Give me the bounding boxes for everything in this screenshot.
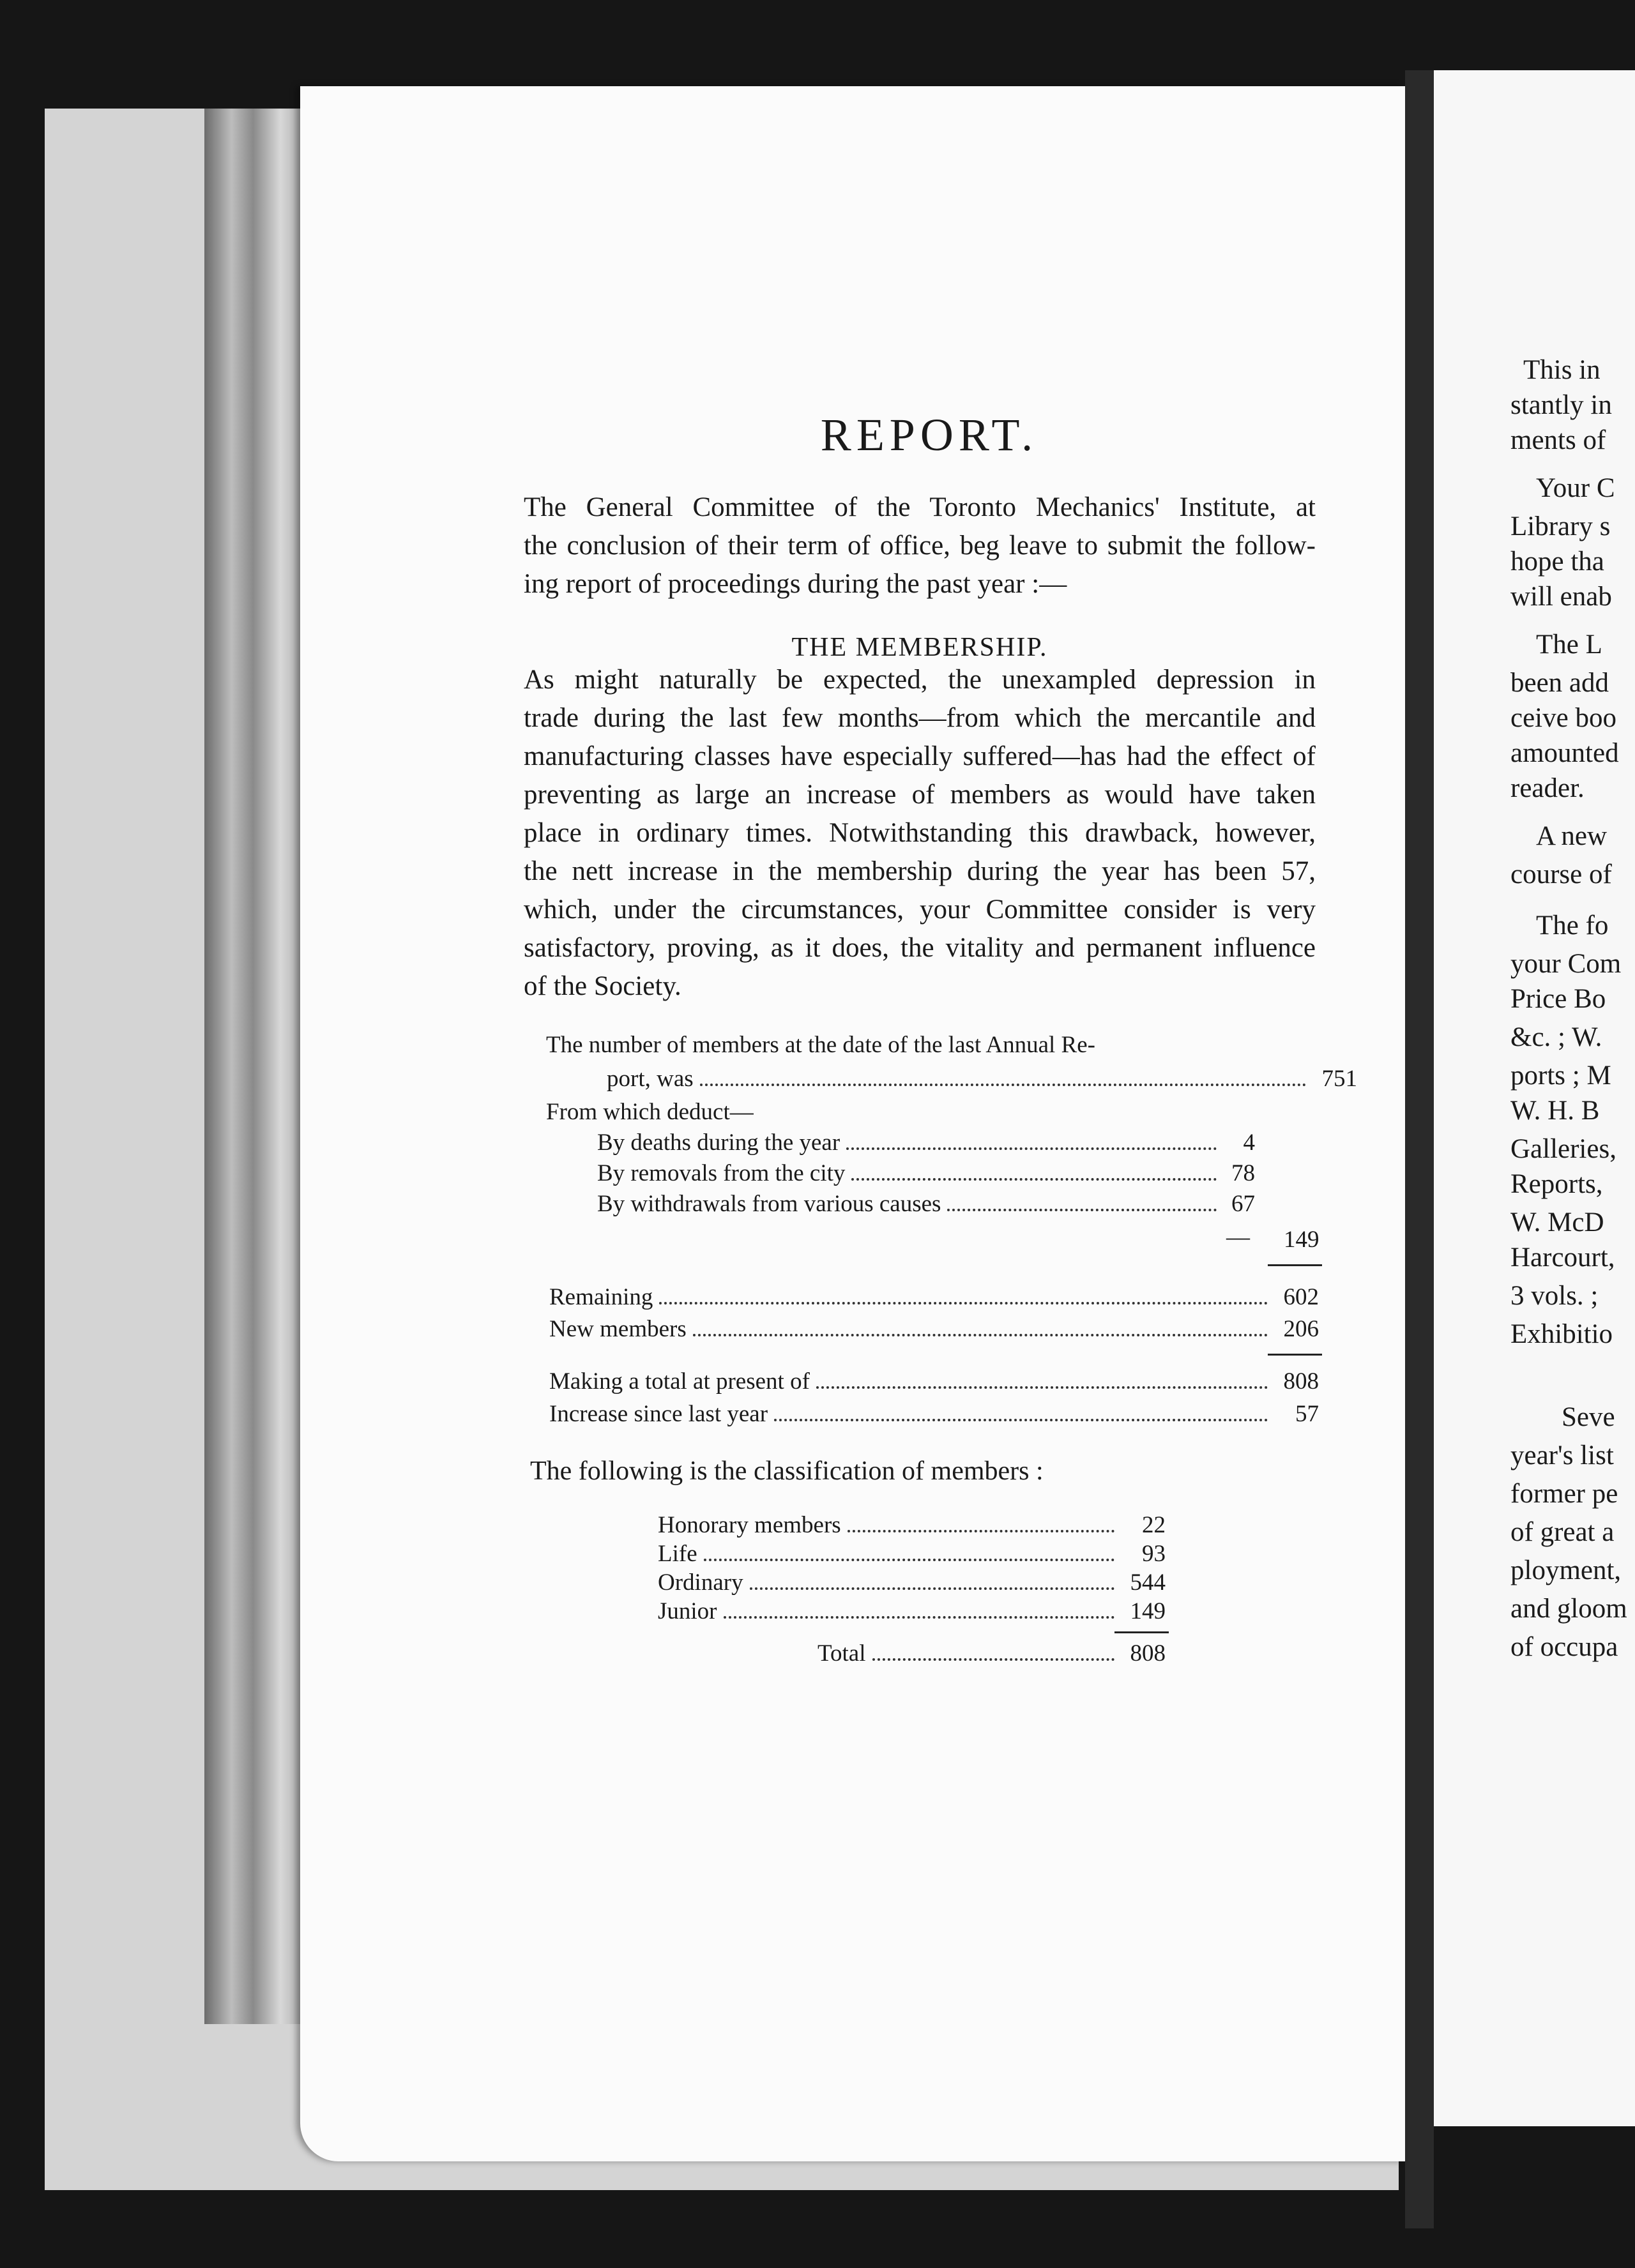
facing-page-line: of occupa [1510,1632,1618,1662]
classification-label: Ordinary [658,1569,743,1596]
facing-page-line: Price Bo [1510,984,1606,1014]
classification-label: Junior [658,1598,717,1624]
table-value: 602 [1283,1284,1319,1310]
facing-page-line: A new [1536,821,1608,851]
facing-page-line: been add [1510,668,1609,698]
facing-page-line: &c. ; W. [1510,1022,1602,1052]
membership-heading: THE MEMBERSHIP. [791,633,1048,662]
intro-paragraph [524,488,1316,603]
table-label: From which deduct— [546,1099,754,1125]
facing-page-line: Harcourt, [1510,1243,1615,1273]
report-page [300,86,1405,2161]
facing-page-line: will enab [1510,582,1612,612]
leader-dots [750,1587,1114,1590]
membership-line: which, under the circumstances, your Committee consider is very [524,895,1316,925]
facing-page-line: Your C [1536,473,1615,503]
leader-dots [872,1658,1115,1661]
membership-line: of the Society. [524,971,681,1001]
table-label: By deaths during the year [597,1130,840,1156]
sum-rule [1268,1264,1322,1266]
table-label: port, was [607,1066,694,1092]
classification-row [658,1598,1166,1625]
facing-page-line: amounted [1510,738,1619,768]
page-title: REPORT. [820,409,1038,460]
sum-rule [1268,1354,1322,1356]
membership-line: place in ordinary times. Notwithstanding this drawback, however, [524,818,1316,848]
facing-page-line: This in [1523,355,1601,385]
membership-line: trade during the last few months—from which the mercantile and [524,703,1316,733]
table-row-deduction [597,1190,1255,1218]
table-row-deduct [546,1098,754,1126]
facing-page-line: W. H. B [1510,1096,1600,1126]
classification-value: 149 [1130,1598,1166,1624]
table-value: 57 [1295,1401,1319,1427]
facing-page-line: of great a [1510,1517,1615,1547]
classification-value: 544 [1130,1569,1166,1596]
facing-page-line: W. McD [1510,1207,1604,1237]
classification-row [658,1569,1166,1596]
facing-page-line: ceive boo [1510,703,1616,733]
deduction-total: 149 [1284,1227,1319,1253]
facing-page-line: stantly in [1510,390,1612,420]
table-value: 78 [1231,1160,1255,1186]
sum-rule [1114,1631,1169,1633]
table-row-last-report-header [546,1031,1287,1059]
table-row-remaining [549,1283,1319,1311]
leader-dots [816,1386,1268,1389]
facing-page-line: ployment, [1510,1555,1622,1585]
leader-dots [846,1147,1217,1150]
leader-dots [851,1178,1217,1181]
classification-row [658,1511,1166,1539]
leader-dots [724,1616,1115,1619]
leader-dots [774,1419,1268,1421]
membership-line: the nett increase in the membership during the year has been 57, [524,856,1316,886]
classification-total-row [818,1640,1166,1667]
table-row-increase [549,1400,1319,1428]
table-value: 808 [1283,1368,1319,1395]
table-label: Making a total at present of [549,1368,810,1395]
table-row-deduction [597,1129,1255,1156]
facing-page-line: former pe [1510,1479,1618,1509]
table-row-deduction [597,1160,1255,1187]
table-value: 751 [1321,1066,1357,1092]
page-edges [204,109,313,2024]
intro-line: ing report of proceedings during the past year :— [524,569,1067,599]
table-label: By removals from the city [597,1160,846,1186]
table-value: 206 [1283,1316,1319,1342]
classification-value: 93 [1142,1541,1166,1567]
facing-page-line: course of [1510,859,1612,889]
leader-dots [947,1209,1217,1211]
classification-row [658,1540,1166,1568]
leader-dots [693,1334,1268,1336]
membership-line: As might naturally be expected, the unexampled depression in [524,665,1316,695]
classification-total-label: Total [818,1640,866,1667]
facing-page-line: your Com [1510,949,1622,979]
facing-page-line: Library s [1510,511,1611,541]
leader-dots [848,1530,1114,1532]
intro-line: The General Committee of the Toronto Mechanics' Institute, at [524,492,1316,522]
leader-dots [659,1302,1268,1304]
facing-page-line: ments of [1510,425,1606,455]
table-label: Remaining [549,1284,653,1310]
intro-line: the conclusion of their term of office, beg leave to submit the follow- [524,531,1316,561]
table-label: By withdrawals from various causes [597,1191,941,1217]
facing-page-line: Reports, [1510,1169,1603,1199]
facing-page-line: year's list [1510,1440,1614,1470]
leader-dots [704,1559,1114,1561]
classification-value: 22 [1142,1512,1166,1538]
table-value: 67 [1231,1191,1255,1217]
facing-page-line: Seve [1562,1402,1615,1432]
facing-page-line: Exhibitio [1510,1319,1613,1349]
book-gutter [1405,70,1434,2228]
classification-total-value: 808 [1130,1640,1166,1667]
membership-line: manufacturing classes have especially suffered—has had the effect of [524,741,1316,771]
table-row-last-report [607,1065,1357,1092]
facing-page [1434,70,1635,2126]
facing-page-line: 3 vols. ; [1510,1281,1599,1311]
facing-page-line: ports ; M [1510,1061,1611,1091]
facing-page-line: The fo [1536,911,1609,941]
table-value: 4 [1243,1130,1255,1156]
classification-intro: The following is the classification of members : [530,1456,1044,1486]
facing-page-line: The L [1536,630,1602,660]
facing-page-line: Galleries, [1510,1134,1616,1164]
membership-line: preventing as large an increase of members as would have taken [524,780,1316,810]
facing-page-line: and gloom [1510,1594,1627,1624]
deduction-dash: — [1226,1224,1250,1250]
membership-paragraph [524,661,1316,1006]
table-row-new-members [549,1315,1319,1343]
table-row-total [549,1368,1319,1395]
table-label: The number of members at the date of the last Annual Re- [546,1032,1095,1058]
facing-page-line: reader. [1510,773,1585,803]
facing-page-line: hope tha [1510,547,1604,577]
membership-line: satisfactory, proving, as it does, the vitality and permanent influence [524,933,1316,963]
leader-dots [700,1084,1306,1086]
classification-label: Honorary members [658,1512,841,1538]
table-label: Increase since last year [549,1401,768,1427]
classification-label: Life [658,1541,697,1567]
table-label: New members [549,1316,687,1342]
